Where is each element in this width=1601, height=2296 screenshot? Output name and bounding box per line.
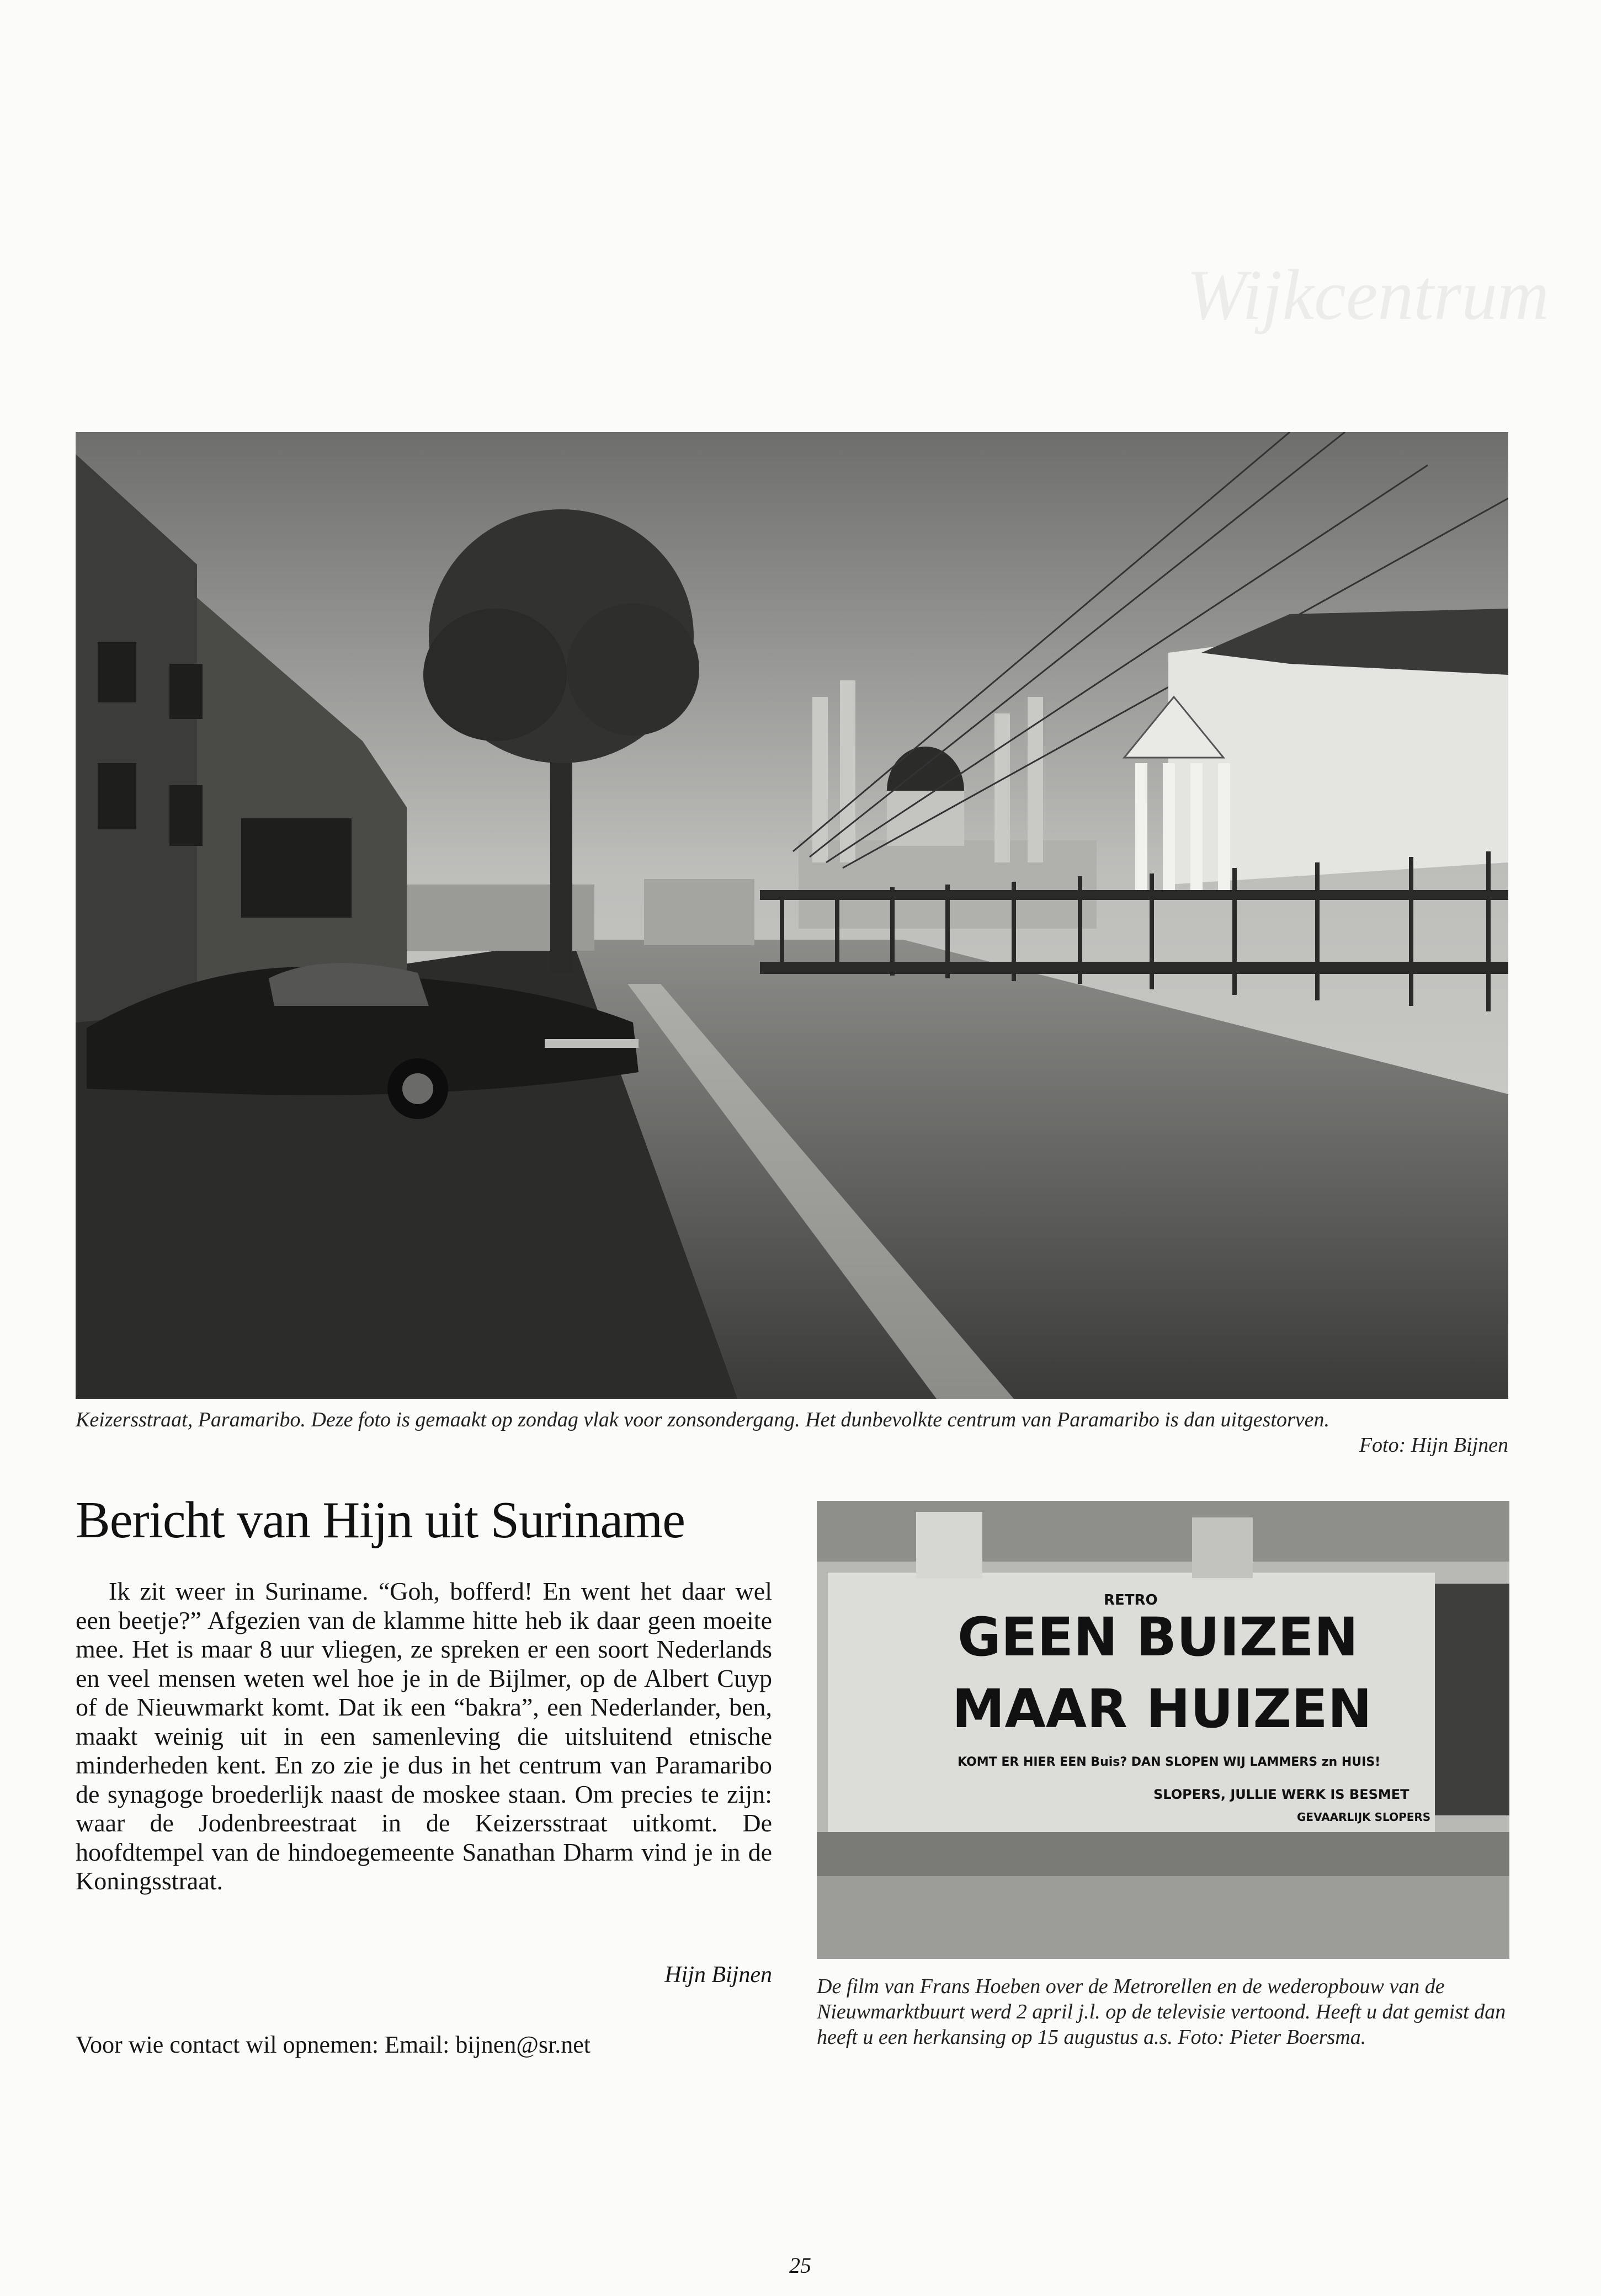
- contact-line: Voor wie contact wil opnemen: Email: bijnen@sr.net: [76, 2031, 591, 2058]
- background-bleedthrough: Wijkcentrum: [1187, 255, 1550, 335]
- article-title: Bericht van Hijn uit Suriname: [76, 1491, 685, 1549]
- main-photo-caption-text: Keizersstraat, Paramaribo. Deze foto is gemaakt op zondag vlak voor zonsondergang. Het dunbevolkte centrum van Paramaribo is dan uitgestorven.: [76, 1408, 1330, 1431]
- main-photo-keizersstraat: [76, 432, 1508, 1399]
- graffiti-small-right: GEVAARLIJK SLOPERS: [1297, 1810, 1431, 1824]
- main-photo-credit: Foto: Hijn Bijnen: [1359, 1434, 1508, 1457]
- graffiti-small-left: KOMT ER HIER EEN Buis? DAN SLOPEN WIJ LAMMERS zn HUIS!: [958, 1755, 1381, 1769]
- graffiti-photo-caption: De film van Frans Hoeben over de Metrorellen en de wederopbouw van de Nieuwmarktbuurt werd 2 april j.l. op de televisie vertoond. Heeft u dat gemist dan heeft u een herkansing op 15 augustus a.s. Foto: Pieter Boersma.: [817, 1975, 1506, 2049]
- page-number: 25: [789, 2253, 811, 2278]
- graffiti-photo: [817, 1501, 1509, 1959]
- article-body: Ik zit weer in Suriname. “Goh, bofferd! En went het daar wel een beetje?” Afgezien van de klamme hitte heb ik daar geen moeite mee. Het is maar 8 uur vliegen, ze spreken er een soort Nederlands en veel mensen weten wel hoe je in de Bijlmer, op de Albert Cuyp of de Nieuwmarkt komt. Dat ik een “bakra”, een Nederlander, ben, maakt weinig uit in een samenleving die uitsluitend etnische minderheden kent. En zo zie je dus in het centrum van Paramaribo de synagoge broederlijk naast de moskee staan. Om precies te zijn: waar de Jodenbreestraat in de Keizersstraat uitkomt. De hoofdtempel van de hindoegemeente Sanathan Dharm vind je in de Koningsstraat.: [76, 1577, 772, 1895]
- graffiti-retro: RETRO: [1104, 1592, 1158, 1608]
- graffiti-small-mid: SLOPERS, JULLIE WERK IS BESMET: [1153, 1787, 1409, 1802]
- graffiti-line2: MAAR HUIZEN: [952, 1678, 1373, 1740]
- main-photo-caption: [76, 1407, 1508, 1458]
- article-author: Hijn Bijnen: [664, 1962, 772, 1988]
- graffiti-line1: GEEN BUIZEN: [958, 1606, 1359, 1668]
